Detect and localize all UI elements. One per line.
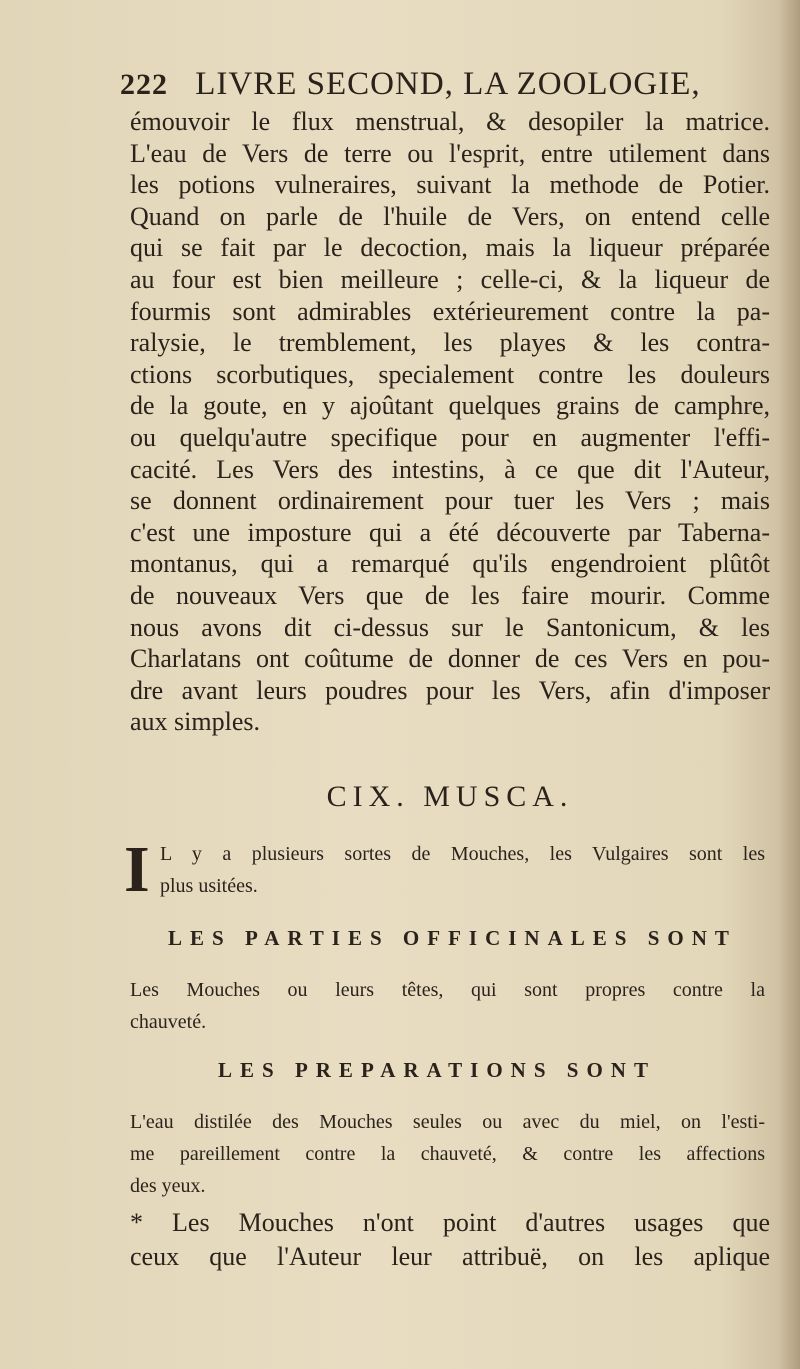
text-line: Charlatans ont coûtume de donner de ces Vers en pou- bbox=[130, 644, 770, 674]
drop-cap: I bbox=[124, 833, 150, 906]
text-line: fourmis sont admirables extérieurement contre la pa- bbox=[130, 296, 770, 326]
text-line: de nouveaux Vers que de les faire mourir. Comme bbox=[130, 580, 770, 610]
parties-heading: LES PARTIES OFFICINALES SONT bbox=[168, 926, 737, 950]
text-line: montanus, qui a remarqué qu'ils engendroient plûtôt bbox=[130, 549, 770, 579]
text-line: ou quelqu'autre specifique pour en augmenter l'effi- bbox=[130, 422, 770, 452]
text-line: L'eau distilée des Mouches seules ou avec du miel, on l'esti- bbox=[130, 1111, 765, 1133]
text-line: cacité. Les Vers des intestins, à ce que dit l'Auteur, bbox=[130, 454, 770, 484]
text-line: dre avant leurs poudres pour les Vers, afin d'imposer bbox=[130, 675, 770, 705]
text-line: L'eau de Vers de terre ou l'esprit, entre utilement dans bbox=[130, 138, 770, 168]
final-paragraph bbox=[130, 1206, 770, 1274]
text-line: ralysie, le tremblement, les playes & les contra- bbox=[130, 328, 770, 358]
body-text bbox=[130, 106, 770, 738]
text-line: Quand on parle de l'huile de Vers, on entend celle bbox=[130, 201, 770, 231]
preparations-paragraph bbox=[130, 1106, 765, 1202]
text-line: chauveté. bbox=[130, 1011, 207, 1033]
text-line: ceux que l'Auteur leur attribuë, on les aplique bbox=[130, 1242, 770, 1271]
text-line: aux simples. bbox=[130, 707, 260, 737]
text-line: L y a plusieurs sortes de Mouches, les Vulgaires sont les bbox=[160, 843, 765, 865]
text-line: au four est bien meilleure ; celle-ci, & la liqueur de bbox=[130, 264, 770, 294]
intro-paragraph bbox=[160, 838, 765, 902]
text-line: me pareillement contre la chauveté, & contre les affections bbox=[130, 1143, 765, 1165]
page-number: 222 bbox=[120, 68, 168, 101]
text-line: c'est une imposture qui a été découverte par Taberna- bbox=[130, 517, 770, 547]
text-line: les potions vulneraires, suivant la methode de Potier. bbox=[130, 170, 770, 200]
text-line: ctions scorbutiques, specialement contre les douleurs bbox=[130, 359, 770, 389]
header-title: LIVRE SECOND, LA ZOOLOGIE, bbox=[195, 66, 701, 102]
text-line: Les Mouches ou leurs têtes, qui sont propres contre la bbox=[130, 979, 765, 1001]
text-line: de la goute, en y ajoûtant quelques grains de camphre, bbox=[130, 391, 770, 421]
text-line: * Les Mouches n'ont point d'autres usages que bbox=[130, 1208, 770, 1237]
section-title: CIX. MUSCA. bbox=[326, 780, 574, 813]
text-line: émouvoir le flux menstrual, & desopiler la matrice. bbox=[130, 107, 770, 136]
text-line: se donnent ordinairement pour tuer les Vers ; mais bbox=[130, 486, 770, 516]
parties-paragraph bbox=[130, 974, 765, 1038]
preparations-heading: LES PREPARATIONS SONT bbox=[218, 1058, 656, 1082]
text-line: plus usitées. bbox=[160, 875, 258, 897]
text-line: nous avons dit ci-dessus sur le Santonicum, & les bbox=[130, 612, 770, 642]
text-line: qui se fait par le decoction, mais la liqueur préparée bbox=[130, 233, 770, 263]
page-edge-shadow bbox=[778, 0, 800, 1369]
text-line: des yeux. bbox=[130, 1175, 206, 1197]
